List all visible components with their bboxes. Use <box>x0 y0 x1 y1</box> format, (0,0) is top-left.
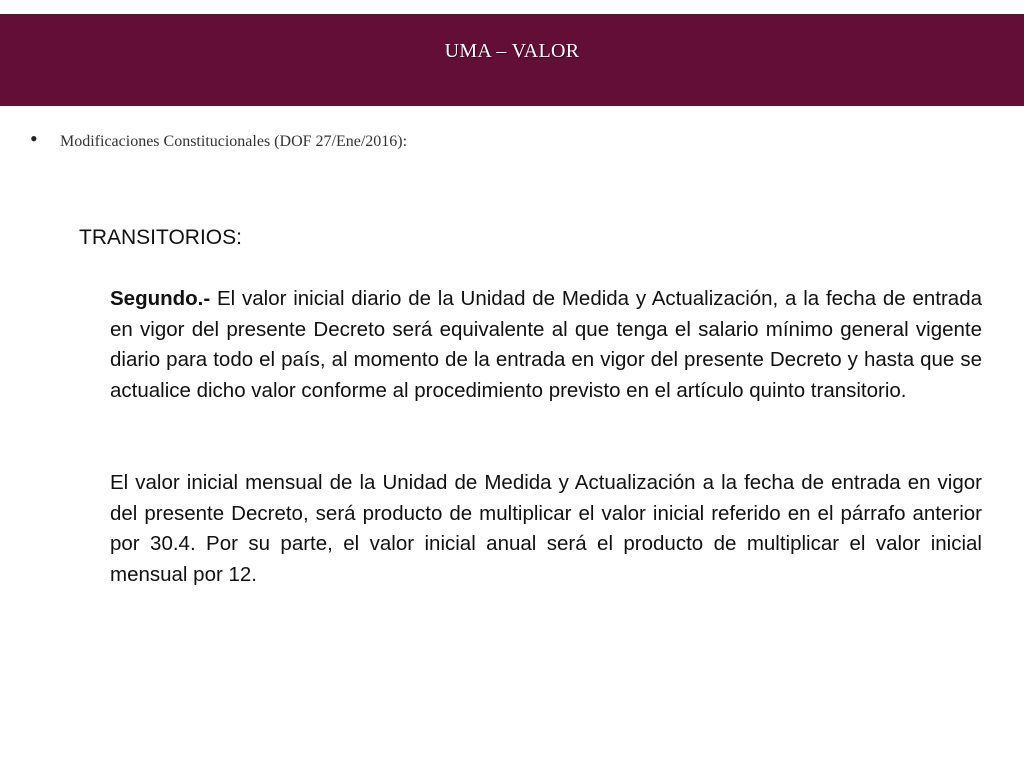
paragraph-lead: Segundo.- <box>110 287 211 310</box>
paragraph-mensual <box>110 468 982 590</box>
paragraph-body: El valor inicial diario de la Unidad de Medida y Actualización, a la fecha de entrada en vigor del presente Decreto será equivalente al que tenga el salario mínimo general vigente diario para todo el país, al momento de la entrada en vigor del presente Decreto y hasta que se actualice dicho valor conforme al procedimiento previsto en el artículo quinto transitorio. <box>110 287 982 402</box>
section-heading: TRANSITORIOS: <box>79 226 242 249</box>
paragraph-body: El valor inicial mensual de la Unidad de Medida y Actualización a la fecha de entrada en vigor del presente Decreto, será producto de multiplicar el valor inicial referido en el párrafo anterior por 30.4. Por su parte, el valor inicial anual será el producto de multiplicar el valor inicial mensual por 12. <box>110 471 982 586</box>
slide-title: UMA – VALOR <box>444 40 580 62</box>
paragraph-segundo <box>110 284 982 406</box>
bullet-item <box>30 126 407 152</box>
bullet-icon: • <box>30 126 38 151</box>
bullet-text: Modificaciones Constitucionales (DOF 27/Ene/2016): <box>60 133 408 150</box>
